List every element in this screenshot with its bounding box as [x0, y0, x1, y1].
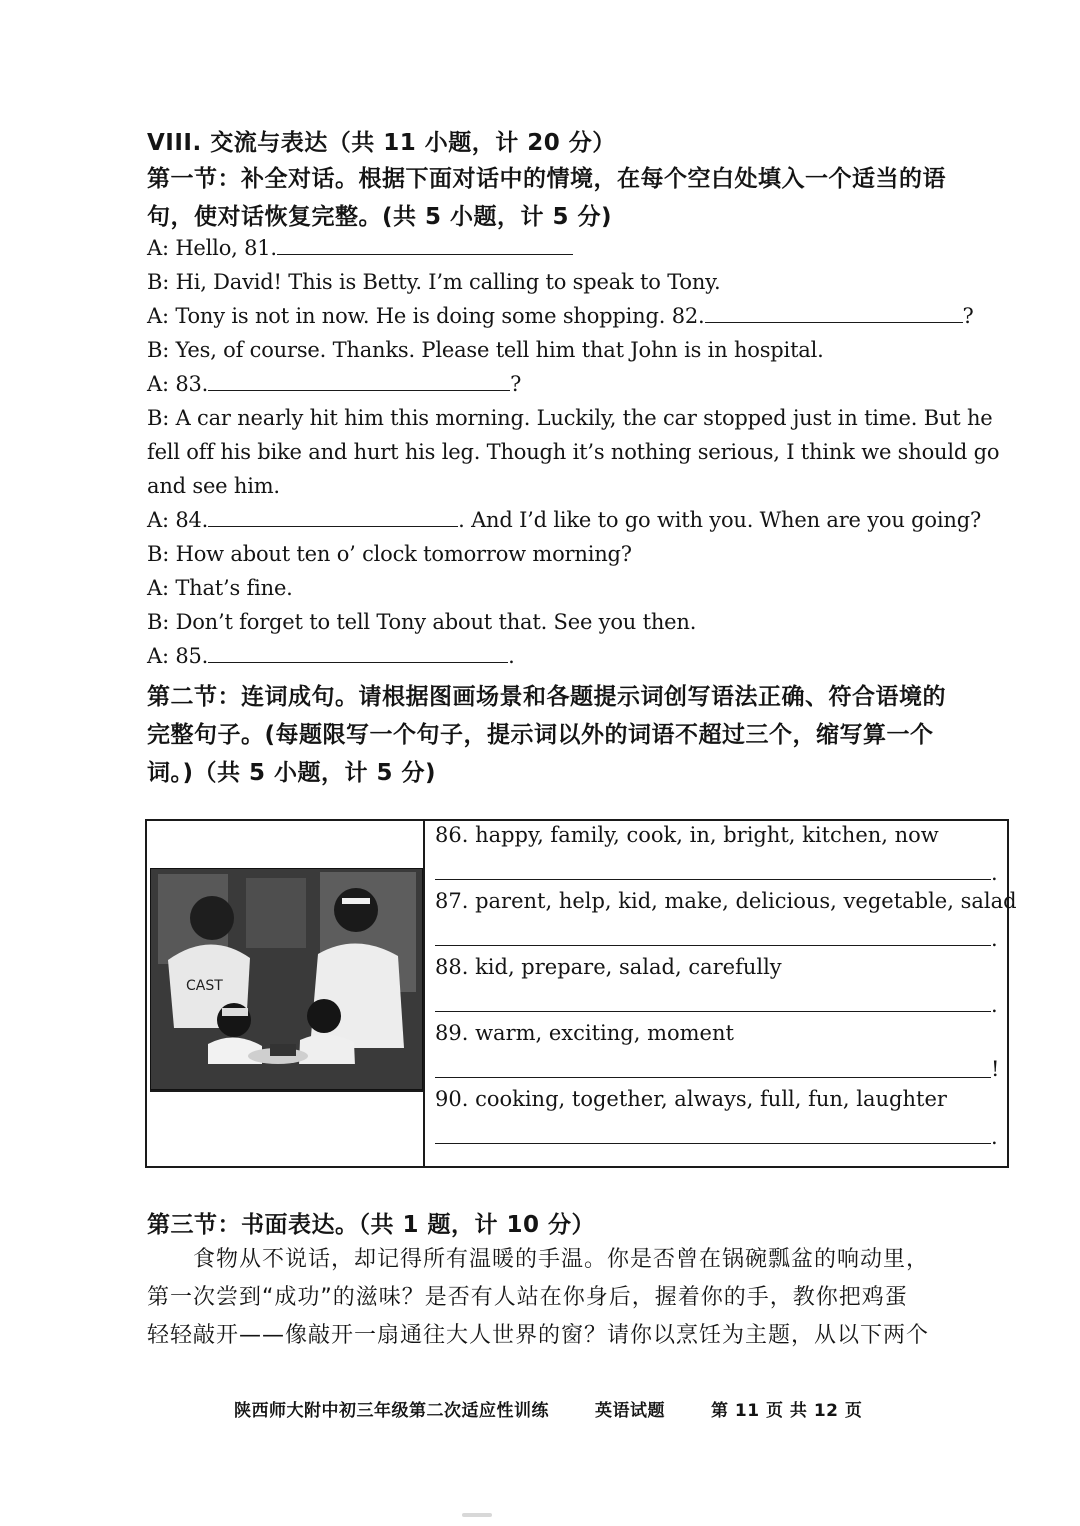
footer-subject: 英语试题	[595, 1401, 665, 1421]
task-88-prompt: 88. kid, prepare, salad, carefully	[435, 955, 782, 979]
part1-heading-line2: 句，使对话恢复完整。(共 5 小题，计 5 分)	[147, 204, 613, 230]
task-87-end: .	[991, 927, 998, 951]
task-88-end: .	[991, 993, 998, 1017]
answer-blank-83[interactable]	[208, 372, 510, 391]
dialogue-line-82: A: Tony is not in now. He is doing some shopping. 82. ?	[147, 304, 974, 328]
sentence-task-table	[145, 819, 1017, 1168]
dialogue-line: B: How about ten o’ clock tomorrow morning?	[147, 542, 632, 566]
svg-text:CAST: CAST	[186, 978, 223, 994]
dialogue-line: B: Yes, of course. Thanks. Please tell him that John is in hospital.	[147, 338, 824, 362]
family-cooking-photo	[150, 868, 423, 1090]
task-86-answer-line[interactable]	[435, 879, 991, 880]
task-89-answer-line[interactable]	[435, 1077, 991, 1078]
task-88-answer-line[interactable]	[435, 1011, 991, 1012]
section-title: VIII. 交流与表达（共 11 小题，计 20 分）	[147, 130, 616, 156]
dialogue-line: fell off his bike and hurt his leg. Though it’s nothing serious, I think we should go	[147, 440, 1000, 464]
scan-smudge	[462, 1513, 492, 1517]
dialogue-line: B: Don’t forget to tell Tony about that. See you then.	[147, 610, 697, 634]
photo-bottom-border	[150, 1090, 423, 1092]
task-90-answer-line[interactable]	[435, 1143, 991, 1144]
task-87-answer-line[interactable]	[435, 945, 991, 946]
dialogue-line: B: A car nearly hit him this morning. Luckily, the car stopped just in time. But he	[147, 406, 993, 430]
part2-heading-line3: 词。)（共 5 小题，计 5 分)	[147, 760, 437, 786]
footer-school: 陕西师大附中初三年级第二次适应性训练	[234, 1401, 549, 1421]
part3-heading: 第三节：书面表达。（共 1 题，计 10 分）	[147, 1212, 596, 1238]
dialogue-line-84: A: 84. . And I’d like to go with you. When are you going?	[147, 508, 982, 532]
answer-blank-85[interactable]	[208, 644, 508, 663]
task-89-prompt: 89. warm, exciting, moment	[435, 1021, 734, 1045]
answer-blank-81[interactable]	[277, 236, 573, 255]
part2-heading-line2: 完整句子。(每题限写一个句子，提示词以外的词语不超过三个，缩写算一个	[147, 722, 934, 748]
footer-page-number: 第 11 页 共 12 页	[711, 1401, 863, 1421]
dialogue-line-81: A: Hello, 81.	[147, 236, 573, 260]
part3-paragraph-line1: 食物从不说话，却记得所有温暖的手温。你是否曾在锅碗瓢盆的响动里，	[193, 1247, 930, 1272]
task-89-end: !	[991, 1057, 1000, 1081]
dialogue-line: A: That’s fine.	[147, 576, 293, 600]
dialogue-line: B: Hi, David! This is Betty. I’m calling to speak to Tony.	[147, 270, 721, 294]
task-86-prompt: 86. happy, family, cook, in, bright, kitchen, now	[435, 823, 939, 847]
dialogue-line: and see him.	[147, 474, 280, 498]
part1-heading-line1: 第一节：补全对话。根据下面对话中的情境，在每个空白处填入一个适当的语	[147, 166, 946, 192]
part2-heading-line1: 第二节：连词成句。请根据图画场景和各题提示词创写语法正确、符合语境的	[147, 684, 946, 710]
answer-blank-82[interactable]	[705, 304, 963, 323]
part3-paragraph-line3: 轻轻敲开——像敲开一扇通往大人世界的窗？请你以烹饪为主题，从以下两个	[147, 1323, 930, 1348]
table-divider	[423, 821, 425, 1166]
task-87-prompt: 87. parent, help, kid, make, delicious, vegetable, salad	[435, 889, 1017, 913]
part3-paragraph-line2: 第一次尝到“成功”的滋味？是否有人站在你身后，握着你的手，教你把鸡蛋	[147, 1285, 908, 1310]
task-86-end: .	[991, 861, 998, 885]
answer-blank-84[interactable]	[208, 508, 458, 527]
task-90-end: .	[991, 1125, 998, 1149]
dialogue-line-85: A: 85. .	[147, 644, 515, 668]
dialogue-line-83: A: 83. ?	[147, 372, 522, 396]
task-90-prompt: 90. cooking, together, always, full, fun, laughter	[435, 1087, 947, 1111]
page-footer	[234, 1396, 908, 1421]
